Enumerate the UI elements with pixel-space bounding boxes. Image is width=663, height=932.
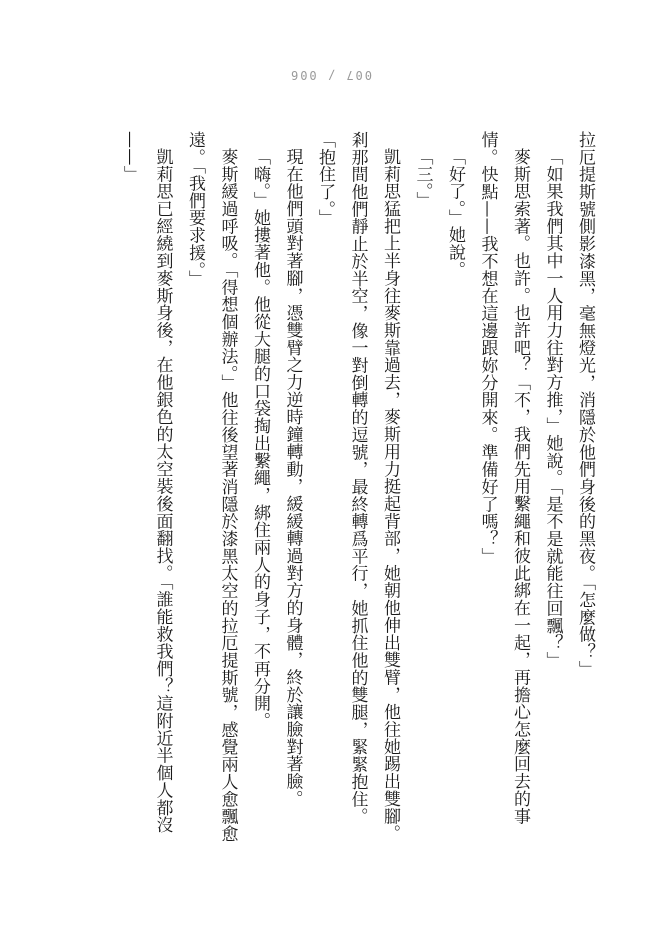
page-number: 007 / 006 bbox=[288, 68, 373, 82]
paragraph: 「嗨。」她摟著他。他從大腿的口袋掏出繫繩，綁住兩人的身子，不再分開。 bbox=[250, 148, 270, 730]
paragraph: 「三。」 bbox=[412, 148, 433, 209]
paragraph: 凱莉思已經繞到麥斯身後，在他銀色的太空裝後面翻找。「誰能救我們？這附近半個人都沒——」 bbox=[120, 131, 173, 834]
paragraph: 拉厄提斯號側影漆黑，毫無燈光，消隱於他們身後的黑夜。「怎麼做？」 bbox=[575, 131, 595, 678]
vertical-text-body bbox=[86, 131, 601, 851]
paragraph: 「好了。」她說。 bbox=[445, 148, 465, 279]
paragraph: 麥斯緩過呼吸。「得想個辦法。」他往後望著消隱於漆黑太空的拉厄提斯號，感覺兩人愈飄愈遠。「我們要求援。」 bbox=[185, 131, 238, 843]
paragraph: 現在他們頭對著腳，憑雙臂之力逆時鐘轉動，緩緩轉過對方的身體，終於讓臉對著臉。 bbox=[282, 148, 303, 808]
paragraph: 「如果我們其中一人用力往對方推，」她說。「是不是就能往回飄？」 bbox=[542, 148, 563, 669]
paragraph: 凱莉思猛把上半身往麥斯靠過去，麥斯用力挺起背部，她朝他伸出雙臂，他往她踢出雙腳。剎那間他們靜止於半空，像一對倒轉的逗號，最終轉爲平行，她抓住他的雙腿，緊緊抱住。「抱住了。」 bbox=[315, 131, 400, 842]
paragraph: 麥斯思索著。也許。也許吧？「不，我們先用繫繩和彼此綁在一起，再擔心怎麼回去的事情。快點——我不想在這邊跟妳分開來。準備好了嗎？」 bbox=[477, 131, 530, 825]
